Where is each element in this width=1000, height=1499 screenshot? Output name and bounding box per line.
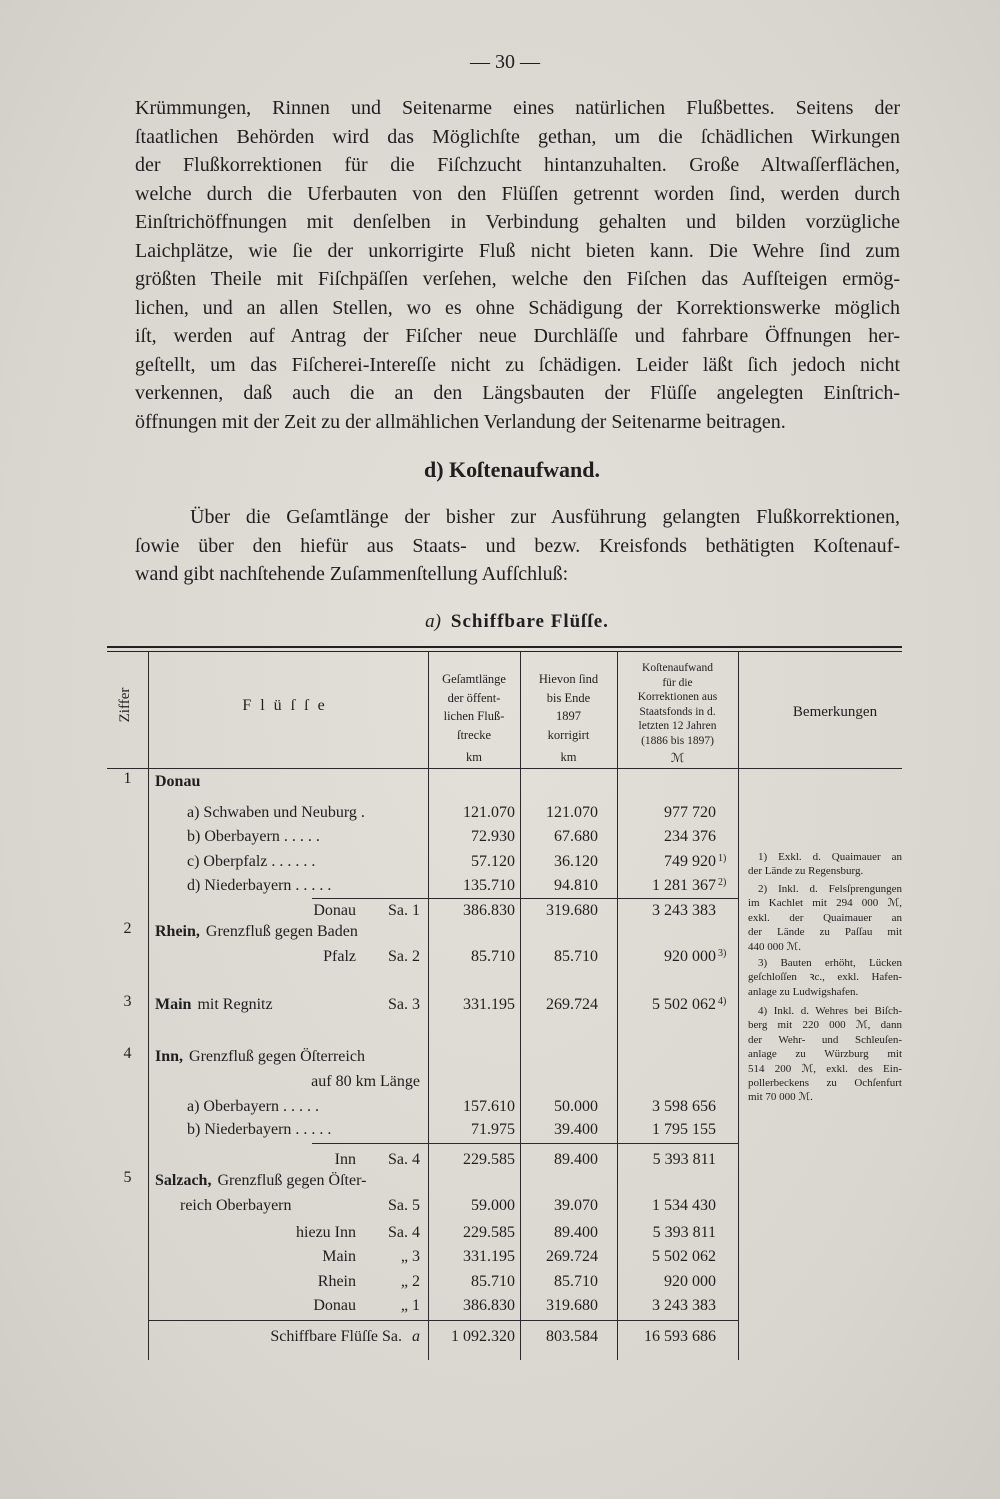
grand-total-text: Schiffbare Flüſſe Sa. — [270, 1328, 402, 1345]
text-line: Laichplätze, wie ſie der unkorrigirte Fluß nicht bieten kann. Die Wehre ſind zum — [135, 239, 900, 262]
cost-value — [617, 874, 738, 898]
cost-amount: 920 000 — [664, 1273, 716, 1290]
cost-amount: 5 502 062 — [652, 1248, 716, 1265]
corrected-length-value: 85.710 — [554, 1273, 598, 1290]
cost-amount: 3 243 383 — [652, 1297, 716, 1314]
row-number: 4 — [123, 1045, 132, 1062]
remark-line: exkl. der Quaimauer an — [748, 911, 902, 924]
river-description: Grenzfluß gegen Baden — [205, 923, 358, 940]
total-length-value: 135.710 — [463, 877, 515, 894]
text-line: verkennen, daß auch die an den Längsbauten der Flüſſe angelegten Einſtrich- — [135, 382, 900, 404]
remark-line: pollerbeckens zu Ochſenfurt — [748, 1077, 902, 1090]
unit-km: km — [466, 750, 482, 764]
remark-line: geſchloſſen ꝛc., exkl. Hafen- — [748, 971, 902, 984]
river-label — [148, 1045, 428, 1069]
total-length-value: 57.120 — [471, 853, 515, 870]
column-header-remarks: Bemerkungen — [792, 704, 878, 720]
table-top-double-rule — [107, 646, 902, 652]
total-length-value: 386.830 — [463, 902, 515, 919]
river-section-label: a) Oberbayern . . . . . — [187, 1098, 319, 1115]
remark-line: 440 000 ℳ. — [748, 940, 802, 953]
river-label — [148, 770, 428, 794]
footnote-marker: 2) — [718, 877, 727, 888]
river-description: reich Oberbayern — [180, 1197, 292, 1214]
summary-marker: „ 2 — [400, 1273, 420, 1290]
remark-line: der Lände zu Paſſau mit — [748, 926, 902, 939]
river-name: Inn, — [155, 1048, 184, 1065]
subtotal-river: Pfalz — [323, 948, 356, 965]
river-name: Main — [155, 996, 192, 1013]
remark-1 — [748, 850, 902, 879]
table-row-summary — [107, 1270, 902, 1294]
cost-value — [617, 1270, 738, 1294]
river-description: Grenzfluß gegen Öſter- — [217, 1172, 367, 1189]
river-label — [148, 920, 428, 944]
text-line: ſowie über den hiefür aus Staats- und bezw. Kreisfonds bethätigten Koſtenauf- — [135, 534, 900, 557]
table-row-summary — [107, 1245, 902, 1269]
corrected-length-value: 39.070 — [554, 1197, 598, 1214]
grand-total-label — [148, 1325, 428, 1349]
total-length-value: 229.585 — [463, 1224, 515, 1241]
remark-2 — [748, 882, 902, 954]
table-row-summary — [107, 1221, 902, 1245]
corrected-length-value: 269.724 — [546, 996, 598, 1013]
summary-river: Donau — [313, 1297, 356, 1314]
summary-marker: „ 1 — [400, 1297, 420, 1314]
cost-value — [617, 1325, 738, 1349]
cost-value — [617, 825, 738, 849]
river-label — [148, 1169, 428, 1193]
total-length-value: 72.930 — [471, 828, 515, 845]
text-line: ſtaatlichen Behörden wird das Möglichſte gethan, um die ſchädlichen Wirkungen — [135, 125, 900, 148]
remark-line: anlage zu Ludwigshafen. — [748, 985, 859, 998]
table-title-text: Schiffbare Flüſſe. — [450, 611, 609, 632]
remark-line: anlage zu Würzburg mit — [748, 1048, 902, 1061]
text-line: lichen, und an allen Stellen, wo es ohne Schädigung der Korrektionswerke möglich — [135, 296, 900, 319]
river-description: Grenzfluß gegen Öſterreich — [189, 1048, 365, 1065]
cost-amount: 3 598 656 — [652, 1098, 716, 1115]
summary-marker: „ 3 — [400, 1248, 420, 1265]
remark-4 — [748, 1004, 902, 1105]
corrected-length-value: 36.120 — [554, 853, 598, 870]
cost-value — [617, 850, 738, 874]
table-row-subtotal — [107, 1194, 902, 1218]
grand-total-marker: a — [412, 1328, 420, 1345]
cost-amount: 920 000 — [664, 948, 716, 965]
table-title-marker: a) — [425, 611, 441, 632]
navigable-rivers-table — [107, 646, 902, 1362]
river-name: Salzach, — [155, 1172, 212, 1189]
header-line: (1886 bis 1897) — [641, 734, 714, 747]
corrected-length-value: 319.680 — [546, 1297, 598, 1314]
header-line: bis Ende — [546, 690, 591, 705]
corrected-length-value: 803.584 — [546, 1328, 598, 1345]
footnote-marker: 1) — [718, 853, 727, 864]
text-line: Krümmungen, Rinnen und Seitenarme eines natürlichen Flußbettes. Seitens der — [135, 97, 900, 119]
table-row — [107, 801, 902, 825]
cost-amount: 1 795 155 — [652, 1121, 716, 1138]
corrected-length-value: 94.810 — [554, 877, 598, 894]
total-length-value: 386.830 — [463, 1297, 515, 1314]
text-line: welche durch die Uferbauten von den Flüſſen getrennt worden ſind, werden durch — [135, 182, 900, 205]
corrected-length-value: 121.070 — [546, 804, 598, 821]
subtotal-marker: Sa. 5 — [388, 1197, 420, 1214]
cost-value — [617, 1194, 738, 1218]
header-line: Staatsfonds in d. — [639, 705, 716, 718]
grand-total-rule — [148, 1320, 738, 1321]
remark-line: 1) Exkl. d. Quaimauer an — [758, 851, 902, 863]
total-length-value: 121.070 — [463, 804, 515, 821]
paragraph-cost-intro — [135, 503, 900, 589]
total-length-value: 85.710 — [471, 1273, 515, 1290]
river-name: Donau — [155, 773, 201, 790]
remark-line: berg mit 220 000 ℳ, dann — [748, 1019, 902, 1032]
cost-amount: 1 534 430 — [652, 1197, 716, 1214]
text-line: Einſtrichöffnungen mit denſelben in Verbindung gehalten und bilden vorzügliche — [135, 211, 900, 233]
river-name: Rhein, — [155, 923, 200, 940]
cost-amount: 977 720 — [664, 804, 716, 821]
river-section-label: c) Oberpfalz . . . . . . — [187, 853, 316, 870]
corrected-length-value: 269.724 — [546, 1248, 598, 1265]
column-header-total-length — [428, 670, 520, 744]
header-line: Koſtenaufwand — [642, 662, 713, 674]
row-number: 5 — [123, 1169, 132, 1186]
total-length-value: 331.195 — [463, 1248, 515, 1265]
section-heading: d) Koſtenaufwand. — [423, 457, 601, 482]
row-number: 2 — [123, 920, 132, 937]
summary-label — [148, 1245, 428, 1269]
cost-amount: 5 393 811 — [652, 1224, 716, 1241]
column-header-ziffer: Ziffer — [117, 687, 133, 723]
header-line: ſtrecke — [456, 727, 491, 742]
remark-line: mit 70 000 ℳ. — [748, 1091, 813, 1104]
corrected-length-value: 67.680 — [554, 828, 598, 845]
summary-label — [148, 1221, 428, 1245]
river-section-label: b) Oberbayern . . . . . — [187, 828, 320, 845]
subtotal-marker: Sa. 4 — [388, 1151, 420, 1168]
total-length-value: 229.585 — [463, 1151, 515, 1168]
text-line: größten Theile mit Fiſchpäſſen verſehen, welche den Fiſchen das Aufſteigen ermög- — [135, 268, 900, 290]
total-length-value: 85.710 — [471, 948, 515, 965]
header-line: Geſamtlänge — [442, 672, 506, 686]
cost-value — [617, 945, 738, 969]
header-line: Korrektionen aus — [637, 691, 718, 703]
header-line: Hievon ſind — [538, 672, 599, 686]
table-row — [107, 1169, 902, 1193]
river-description: mit Regnitz — [197, 996, 273, 1013]
corrected-length-value: 85.710 — [554, 948, 598, 965]
column-header-corrected-length — [520, 670, 617, 744]
remark-line: 514 200 ℳ, exkl. des Ein- — [748, 1062, 902, 1075]
unit-mark: ℳ — [670, 751, 685, 765]
table-title — [300, 608, 734, 636]
corrected-length-value: 89.400 — [554, 1151, 598, 1168]
corrected-length-value: 39.400 — [554, 1121, 598, 1138]
total-length-value: 71.975 — [471, 1121, 515, 1138]
header-line: korrigirt — [547, 727, 590, 742]
summary-marker: Sa. 4 — [388, 1224, 420, 1241]
remark-line: der Wehr- und Schleuſen- — [748, 1033, 902, 1046]
footnote-marker: 4) — [718, 996, 727, 1007]
unit-km: km — [560, 750, 577, 764]
remark-line: 4) Inkl. d. Wehres bei Biſch- — [758, 1005, 902, 1017]
table-row — [107, 1118, 902, 1142]
remark-line: 3) Bauten erhöht, Lücken — [758, 957, 902, 969]
header-line: letzten 12 Jahren — [638, 720, 717, 732]
row-number: 1 — [123, 770, 132, 787]
paragraph-river-correction — [135, 94, 900, 436]
header-line: 1897 — [556, 709, 581, 723]
river-section-label: b) Niederbayern . . . . . — [187, 1121, 332, 1138]
summary-river: Rhein — [317, 1273, 356, 1290]
text-line: iſt, werden auf Antrag der Fiſcher neue Durchläſſe und fahrbare Öffnungen her- — [135, 325, 900, 347]
cost-amount: 16 593 686 — [644, 1328, 716, 1345]
cost-value — [617, 1221, 738, 1245]
cost-amount: 3 243 383 — [652, 902, 716, 919]
footnote-marker: 3) — [718, 948, 727, 959]
total-length-value: 157.610 — [463, 1098, 515, 1115]
river-section-label: d) Niederbayern . . . . . — [187, 877, 332, 894]
summary-river: Main — [322, 1248, 356, 1265]
summary-label — [148, 1294, 428, 1318]
header-line: der öffent- — [447, 690, 501, 705]
table-row — [107, 770, 902, 794]
header-line: für die — [662, 676, 693, 689]
subtotal-marker: Sa. 3 — [388, 996, 420, 1013]
corrected-length-value: 89.400 — [554, 1224, 598, 1241]
header-bottom-rule — [107, 768, 902, 769]
summary-label — [148, 1270, 428, 1294]
remark-3 — [748, 956, 902, 999]
subtotal-label — [148, 1194, 428, 1218]
cost-value — [617, 1118, 738, 1142]
text-line: öffnungen mit der Zeit zu der allmählichen Verlandung der Seitenarme beitragen. — [135, 410, 786, 433]
subtotal-marker: Sa. 2 — [388, 948, 420, 965]
subtotal-label — [148, 945, 428, 969]
total-length-value: 1 092.320 — [451, 1328, 515, 1345]
cost-amount: 749 920 — [664, 853, 716, 870]
cost-amount: 234 376 — [664, 828, 716, 845]
remark-line: der Lände zu Regensburg. — [748, 865, 864, 878]
cost-value — [617, 1294, 738, 1318]
river-section-label: a) Schwaben und Neuburg . — [187, 804, 365, 821]
text-line: Über die Geſamtlänge der bisher zur Ausführung gelangten Flußkorrektionen, — [190, 506, 900, 528]
cost-value — [617, 1245, 738, 1269]
text-line: geſtellt, um das Fiſcherei-Intereſſe nicht zu ſchädigen. Leider läßt ſich jedoch nicht — [135, 353, 900, 376]
column-header-cost — [617, 661, 738, 748]
subtotal-river: Donau — [313, 902, 356, 919]
text-line: wand gibt nachſtehende Zuſammenſtellung Aufſchluß: — [135, 563, 569, 585]
total-length-value: 59.000 — [471, 1197, 515, 1214]
river-label — [148, 993, 428, 1017]
page-number: — 30 — — [470, 51, 540, 73]
corrected-length-value: 319.680 — [546, 902, 598, 919]
cost-value — [617, 1095, 738, 1119]
remark-line: 2) Inkl. d. Felsſprengungen — [758, 883, 902, 895]
cost-amount: 5 502 062 — [652, 996, 716, 1013]
cost-value — [617, 801, 738, 825]
summary-river: hiezu Inn — [296, 1224, 356, 1241]
remark-line: im Kachlet mit 294 000 ℳ, — [748, 897, 902, 910]
table-row-grand-total — [107, 1325, 902, 1349]
table-row — [107, 825, 902, 849]
subtotal-rule — [312, 1143, 738, 1144]
subtotal-river: Inn — [334, 1151, 356, 1168]
corrected-length-value: 50.000 — [554, 1098, 598, 1115]
cost-amount: 1 281 367 — [652, 877, 716, 894]
column-header-rivers: Flüſſe — [242, 697, 334, 714]
header-line: lichen Fluß- — [443, 709, 505, 723]
river-description: auf 80 km Länge — [311, 1073, 420, 1090]
subtotal-marker: Sa. 1 — [388, 902, 420, 919]
table-row-summary — [107, 1294, 902, 1318]
row-number: 3 — [123, 993, 132, 1010]
text-line: der Flußkorrektionen für die Fiſchzucht hintanzuhalten. Große Altwaſſerflächen, — [135, 154, 900, 176]
total-length-value: 331.195 — [463, 996, 515, 1013]
cost-amount: 5 393 811 — [652, 1151, 716, 1168]
cost-value — [617, 993, 738, 1017]
